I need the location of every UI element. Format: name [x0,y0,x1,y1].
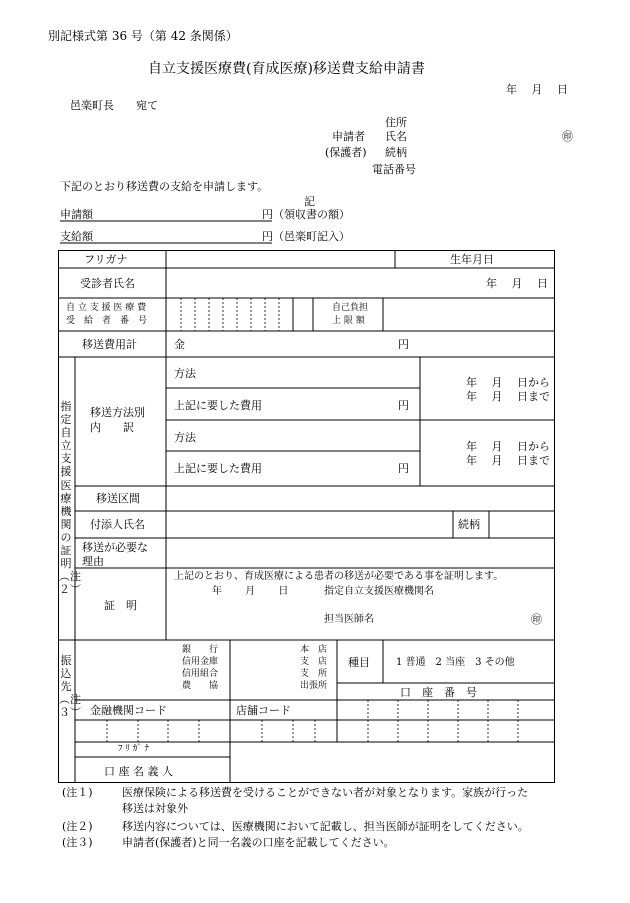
cert-label: 証 明 [104,599,137,612]
seal-mark: ㊞ [562,130,573,143]
limit-label-2: 上 限 額 [332,316,365,326]
cert-ymd: 年 月 日 [212,586,289,597]
method-2-from: 年 月 日から [466,440,550,453]
bank-type-1: 銀 行 [182,645,219,655]
attendant-label: 付添人氏名 [90,518,145,531]
note-1-label: (注１) [62,786,93,799]
note-1-text: 医療保険による移送費を受けることができない者が対象となります。家族が行った [122,786,529,799]
doctor-seal: ㊞ [531,613,542,626]
account-type-label: 種目 [348,656,370,669]
addressee: 邑楽町長 宛て [70,99,158,112]
method-1-to: 年 月 日まで [466,390,550,403]
branch-type-2: 支 店 [300,657,328,667]
doctor-label: 担当医師名 [324,614,374,625]
note-2-text: 移送内容については、医療機関において記載し、担当医師が証明をしてください。 [122,820,529,833]
bank-type-2: 信用金庫 [182,657,219,667]
total-kin: 金 [174,338,185,351]
limit-label-1: 自己負担 [332,303,369,313]
guardian-label: (保護者) [325,146,367,159]
method-2-label: 方法 [174,431,196,444]
method-2-to: 年 月 日まで [466,454,550,467]
applicant-label: 申請者 [332,130,365,143]
payment-amount-suffix: 円（邑楽町記入） [262,230,350,243]
cert-text: 上記のとおり、育成医療による患者の移送が必要である事を証明します。 [174,571,504,582]
cert-number-label-1: 自 立 支 援 医 療 費 [66,303,147,313]
payment-amount-label: 支給額 [60,230,93,243]
relation-label: 続柄 [385,146,407,159]
branch-type-3: 支 所 [300,669,328,679]
method-1-label: 方法 [174,367,196,380]
branch-type-1: 本 店 [300,645,328,655]
birthdate-label: 生年月日 [450,253,494,266]
bank-type-4: 農 協 [182,681,219,691]
phone-label: 電話番号 [372,163,416,176]
attendant-relation-label: 続柄 [458,518,480,531]
institution-label: 指定自立支援医療機関名 [324,586,434,597]
address-label: 住所 [385,116,407,129]
intro-text: 下記のとおり移送費の支給を申請します。 [60,180,269,193]
birthdate-ymd: 年 月 日 [486,277,548,290]
note-3-label: (注３) [62,836,93,849]
certification-side-label: 指定自立支援医療機関の証明︵注２︶ [59,400,81,597]
form-title: 自立支援医療費(育成医療)移送費支給申請書 [148,61,425,77]
method-1-cost-label: 上記に要した費用 [174,399,262,412]
account-number-label: 口 座 番 号 [400,686,477,699]
ki-mark: 記 [304,195,315,208]
furigana-label: フリガナ [84,253,128,266]
bank-type-3: 信用組合 [182,669,219,679]
note-3-text: 申請者(保護者)と同一名義の口座を記載してください。 [122,836,395,849]
account-holder-label: 口 座 名 義 人 [104,765,173,778]
bank-side-label: 振込先︵注３︶ [59,654,81,720]
note-2-label: (注２) [62,820,93,833]
cert-number-label-2: 受 給 者 番 号 [66,316,148,326]
application-date: 年 月 日 [506,83,568,96]
method-label-1: 移送方法別 [90,406,145,419]
request-amount-suffix: 円（領収書の額） [262,208,350,221]
form-number: 別記様式第 36 号（第 42 条関係） [48,29,238,43]
method-2-yen: 円 [398,462,409,475]
method-2-cost-label: 上記に要した費用 [174,462,262,475]
total-yen: 円 [398,338,409,351]
institution-code-label: 金融機関コード [90,704,167,717]
section-label: 移送区間 [96,492,140,505]
branch-code-label: 店舗コード [236,704,291,717]
patient-name-label: 受診者氏名 [80,277,135,290]
holder-furigana-label: ﾌ ﾘ ｶﾞ ﾅ [118,744,150,754]
reason-label-1: 移送が必要な [82,541,148,554]
reason-label-2: 理由 [82,555,104,568]
method-label-2: 内 訳 [90,421,134,434]
note-1-text-cont: 移送は対象外 [122,802,188,815]
method-1-from: 年 月 日から [466,376,550,389]
branch-type-4: 出張所 [300,681,328,691]
method-1-yen: 円 [398,399,409,412]
account-type-options: 1 普通 2 当座 3 その他 [396,657,515,668]
name-label: 氏名 [385,130,407,143]
total-cost-label: 移送費用計 [82,338,137,351]
request-amount-label: 申請額 [60,208,93,221]
